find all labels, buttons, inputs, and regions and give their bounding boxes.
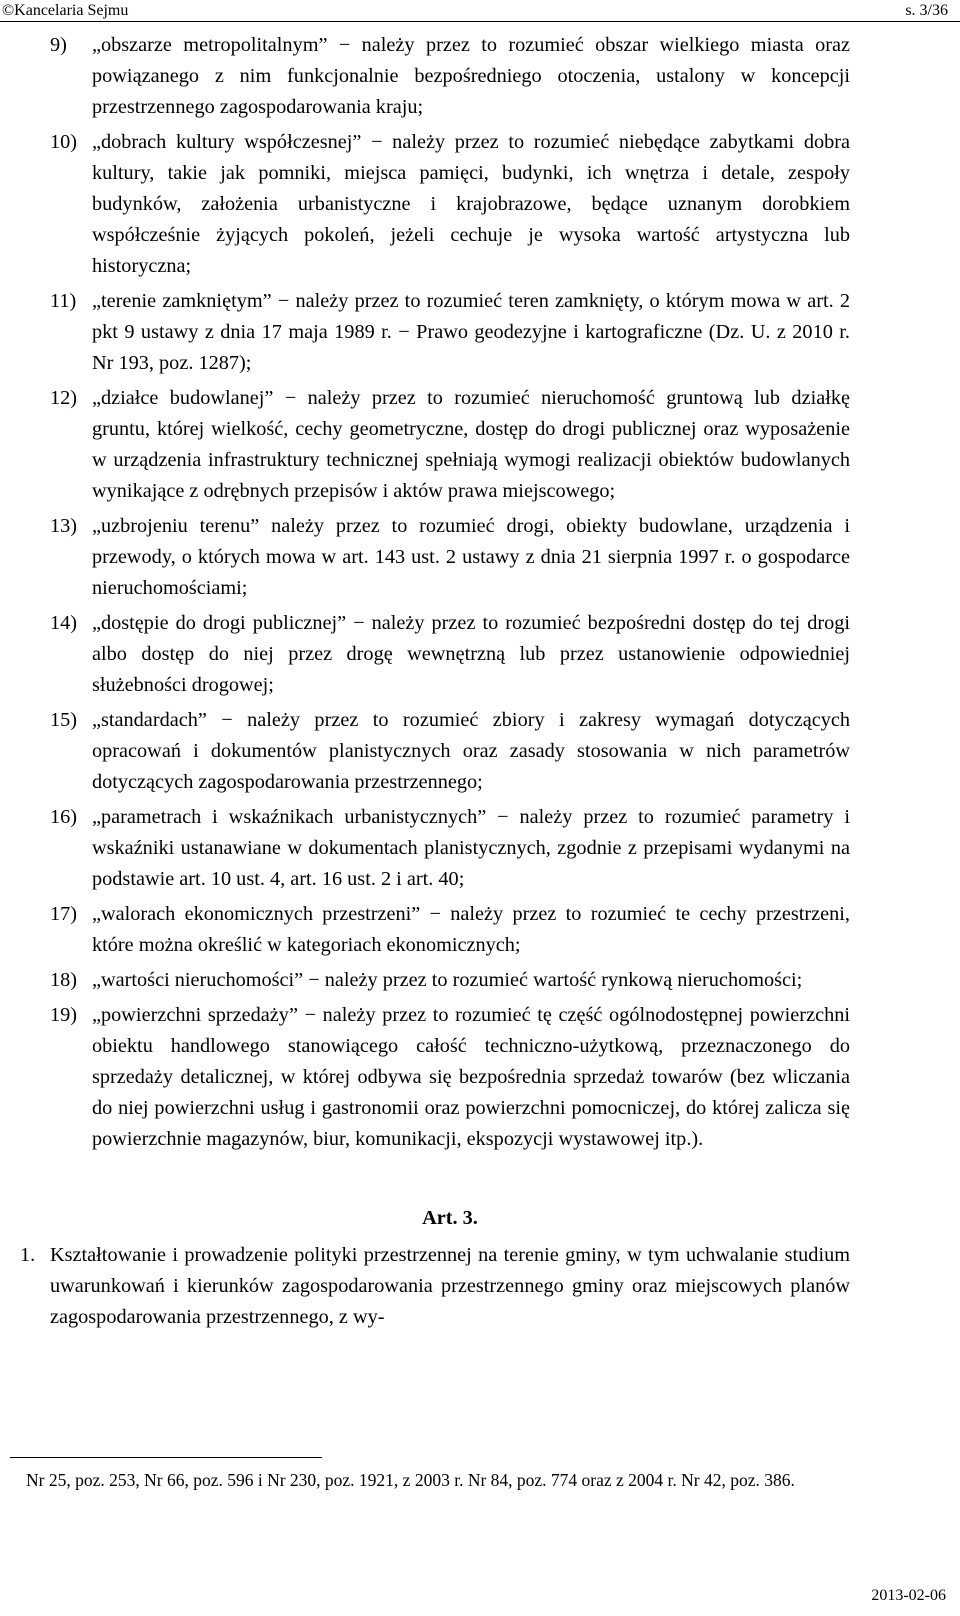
- document-body: [20, 30, 850, 1333]
- item-text: „obszarze metropolitalnym” − należy przez to rozumieć obszar wielkiego miasta oraz powiązanego z nim funkcjonalnie bezpośredniego otoczenia, ustalony w koncepcji przestrzennego zagospodarowania kraju;: [92, 34, 850, 118]
- article-paragraph: [20, 1240, 850, 1333]
- definition-item: [50, 1000, 850, 1155]
- definition-item: [50, 511, 850, 604]
- definition-item: [50, 608, 850, 701]
- definition-item: [50, 383, 850, 507]
- item-number: 19): [50, 1004, 78, 1026]
- item-text: „powierzchni sprzedaży” − należy przez to rozumieć tę część ogólnodostępnej powierzchni obiektu handlowego stanowiącego całość techniczno-użytkową, przeznaczonego do sprzedaży detalicznej, w której odbywa się bezpośrednia sprzedaż towarów (bez wliczania do niej powierzchni usług i gastronomii oraz powierzchni pomocniczej, do której zalicza się powierzchnie magazynów, biur, komunikacji, ekspozycji wystawowej itp.).: [92, 1004, 850, 1150]
- footnote: Nr 25, poz. 253, Nr 66, poz. 596 i Nr 230, poz. 1921, z 2003 r. Nr 84, poz. 774 oraz z 2004 r. Nr 42, poz. 386.: [26, 1470, 795, 1490]
- definition-item: [50, 802, 850, 895]
- page-number: s. 3/36: [905, 2, 948, 19]
- definition-item: [50, 127, 850, 282]
- footer-date: 2013-02-06: [871, 1587, 946, 1604]
- item-text: „dobrach kultury współczesnej” − należy przez to rozumieć niebędące zabytkami dobra kultury, takie jak pomniki, miejsca pamięci, budynki, ich wnętrza i detale, zespoły budynków, założenia urbanistyczne i krajobrazowe, będące uznanym dorobkiem współcześnie żyjących pokoleń, jeżeli cechuje je wysoka wartość artystyczna lub historyczna;: [92, 131, 850, 277]
- header-source: ©Kancelaria Sejmu: [2, 2, 129, 19]
- item-text: „działce budowlanej” − należy przez to rozumieć nieruchomość gruntową lub działkę gruntu, której wielkość, cechy geometryczne, dostęp do drogi publicznej oraz wyposażenie w urządzenia infrastruktury technicznej spełniają wymogi realizacji obiektów budowlanych wynikające z odrębnych przepisów i aktów prawa miejscowego;: [92, 387, 850, 502]
- item-number: 13): [50, 515, 78, 537]
- item-text: „standardach” − należy przez to rozumieć zbiory i zakresy wymagań dotyczących opracowań i dokumentów planistycznych oraz zasady stosowania w nich parametrów dotyczących zagospodarowania przestrzennego;: [92, 709, 850, 793]
- item-text: „terenie zamkniętym” − należy przez to rozumieć teren zamknięty, o którym mowa w art. 2 pkt 9 ustawy z dnia 17 maja 1989 r. − Prawo geodezyjne i kartograficzne (Dz. U. z 2010 r. Nr 193, poz. 1287);: [92, 290, 850, 374]
- item-text: „walorach ekonomicznych przestrzeni” − należy przez to rozumieć te cechy przestrzeni, które można określić w kategoriach ekonomicznych;: [92, 903, 850, 956]
- item-number: 11): [50, 290, 77, 312]
- footnote-rule: [10, 1457, 322, 1458]
- item-text: „parametrach i wskaźnikach urbanistycznych” − należy przez to rozumieć parametry i wskaźniki ustanawiane w dokumentach planistycznych, zgodnie z przepisami wydanymi na podstawie art. 10 ust. 4, art. 16 ust. 2 i art. 40;: [92, 806, 850, 890]
- item-text: „uzbrojeniu terenu” należy przez to rozumieć drogi, obiekty budowlane, urządzenia i przewody, o których mowa w art. 143 ust. 2 ustawy z dnia 21 sierpnia 1997 r. o gospodarce nieruchomościami;: [92, 515, 850, 599]
- definition-item: [50, 965, 850, 996]
- item-number: 18): [50, 969, 78, 991]
- item-number: 17): [50, 903, 78, 925]
- item-text: „dostępie do drogi publicznej” − należy przez to rozumieć bezpośredni dostęp do tej drogi albo dostęp do niej przez drogę wewnętrzną lub przez ustanowienie odpowiedniej służebności drogowej;: [92, 612, 850, 696]
- header-rule: [0, 21, 960, 22]
- article-heading: Art. 3.: [422, 1207, 478, 1229]
- definition-item: [50, 30, 850, 123]
- definition-item: [50, 899, 850, 961]
- item-number: 12): [50, 387, 78, 409]
- item-number: 9): [50, 34, 67, 56]
- paragraph-text: Kształtowanie i prowadzenie polityki przestrzennej na terenie gminy, w tym uchwalanie studium uwarunkowań i kierunków zagospodarowania przestrzennego gminy oraz miejscowych planów zagospodarowania przestrzennego, z wy-: [50, 1244, 850, 1328]
- definition-item: [50, 286, 850, 379]
- page-header: [0, 0, 960, 22]
- item-text: „wartości nieruchomości” − należy przez to rozumieć wartość rynkową nieruchomości;: [92, 969, 803, 991]
- definition-item: [50, 705, 850, 798]
- item-number: 10): [50, 131, 78, 153]
- item-number: 16): [50, 806, 78, 828]
- item-number: 14): [50, 612, 78, 634]
- item-number: 15): [50, 709, 78, 731]
- paragraph-number: 1.: [20, 1244, 36, 1266]
